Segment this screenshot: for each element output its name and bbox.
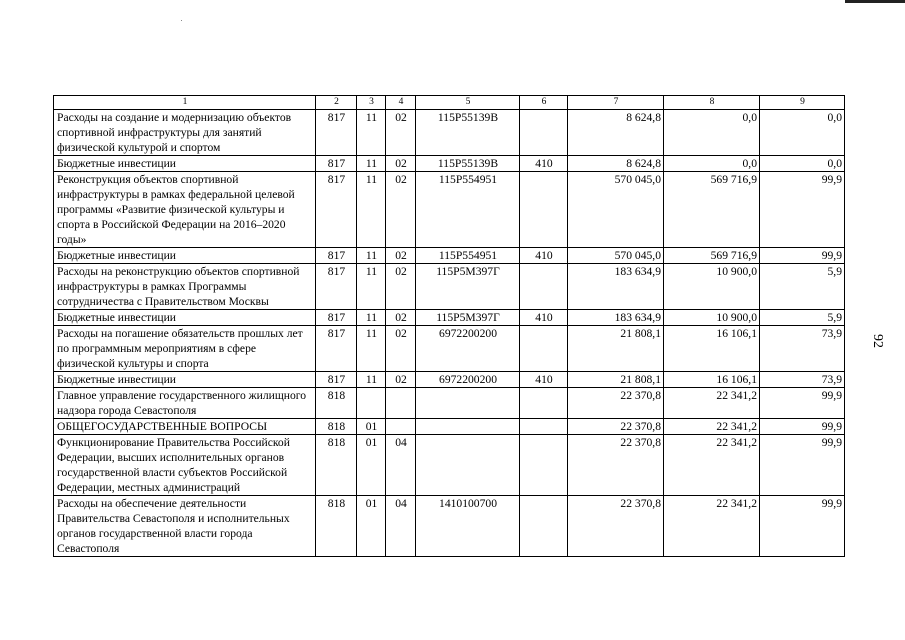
target-article-code-cell <box>416 388 520 419</box>
target-article-code-cell: 115P5M397Г <box>416 310 520 326</box>
subsection-code-cell: 04 <box>386 496 416 557</box>
table-row <box>54 326 845 372</box>
scan-dot <box>181 20 182 21</box>
row-name-cell: Расходы на погашение обязательств прошлых лет по программным мероприятиям в сфере физической культуры и спорта <box>54 326 316 372</box>
ministry-code-cell: 817 <box>316 326 357 372</box>
expense-type-code-cell <box>520 264 568 310</box>
ministry-code-cell: 818 <box>316 435 357 496</box>
row-name-cell: Расходы на реконструкцию объектов спортивной инфраструктуры в рамках Программы сотрудничества с Правительством Москвы <box>54 264 316 310</box>
column-header: 9 <box>760 96 845 110</box>
expense-type-code-cell <box>520 435 568 496</box>
row-name-cell: Расходы на создание и модернизацию объектов спортивной инфраструктуры для занятий физической культурой и спортом <box>54 110 316 156</box>
execution-percent-cell: 73,9 <box>760 326 845 372</box>
ministry-code-cell: 818 <box>316 496 357 557</box>
ministry-code-cell: 817 <box>316 172 357 248</box>
subsection-code-cell: 02 <box>386 264 416 310</box>
execution-percent-cell: 99,9 <box>760 248 845 264</box>
table-row <box>54 310 845 326</box>
approved-amount-cell: 570 045,0 <box>568 172 664 248</box>
execution-percent-cell: 73,9 <box>760 372 845 388</box>
approved-amount-cell: 21 808,1 <box>568 326 664 372</box>
execution-percent-cell: 99,9 <box>760 419 845 435</box>
table-row <box>54 419 845 435</box>
executed-amount-cell: 22 341,2 <box>664 388 760 419</box>
table-row <box>54 110 845 156</box>
row-name-cell: ОБЩЕГОСУДАРСТВЕННЫЕ ВОПРОСЫ <box>54 419 316 435</box>
target-article-code-cell: 115P554951 <box>416 172 520 248</box>
target-article-code-cell <box>416 435 520 496</box>
executed-amount-cell: 22 341,2 <box>664 435 760 496</box>
ministry-code-cell: 818 <box>316 419 357 435</box>
subsection-code-cell <box>386 419 416 435</box>
row-name-cell: Реконструкция объектов спортивной инфраструктуры в рамках федеральной целевой программы «Развитие физической культуры и спорта в Российской Федерации на 2016–2020 годы» <box>54 172 316 248</box>
subsection-code-cell: 02 <box>386 110 416 156</box>
execution-percent-cell: 0,0 <box>760 156 845 172</box>
approved-amount-cell: 22 370,8 <box>568 435 664 496</box>
expense-type-code-cell: 410 <box>520 310 568 326</box>
approved-amount-cell: 22 370,8 <box>568 496 664 557</box>
section-code-cell: 11 <box>357 248 386 264</box>
row-name-cell: Бюджетные инвестиции <box>54 372 316 388</box>
execution-percent-cell: 5,9 <box>760 264 845 310</box>
column-header: 8 <box>664 96 760 110</box>
approved-amount-cell: 8 624,8 <box>568 110 664 156</box>
table-row <box>54 172 845 248</box>
approved-amount-cell: 183 634,9 <box>568 264 664 310</box>
approved-amount-cell: 21 808,1 <box>568 372 664 388</box>
executed-amount-cell: 22 341,2 <box>664 496 760 557</box>
subsection-code-cell: 02 <box>386 372 416 388</box>
section-code-cell: 11 <box>357 326 386 372</box>
subsection-code-cell: 02 <box>386 156 416 172</box>
table-row <box>54 248 845 264</box>
ministry-code-cell: 817 <box>316 310 357 326</box>
subsection-code-cell: 02 <box>386 310 416 326</box>
column-header: 6 <box>520 96 568 110</box>
executed-amount-cell: 10 900,0 <box>664 310 760 326</box>
column-header: 2 <box>316 96 357 110</box>
column-header: 3 <box>357 96 386 110</box>
section-code-cell: 11 <box>357 156 386 172</box>
expense-type-code-cell <box>520 496 568 557</box>
executed-amount-cell: 569 716,9 <box>664 248 760 264</box>
expense-type-code-cell <box>520 172 568 248</box>
expense-type-code-cell <box>520 419 568 435</box>
ministry-code-cell: 818 <box>316 388 357 419</box>
row-name-cell: Функционирование Правительства Российской Федерации, высших исполнительных органов государственной власти субъектов Российской Федерации, местных администраций <box>54 435 316 496</box>
executed-amount-cell: 569 716,9 <box>664 172 760 248</box>
approved-amount-cell: 183 634,9 <box>568 310 664 326</box>
executed-amount-cell: 22 341,2 <box>664 419 760 435</box>
section-code-cell: 11 <box>357 310 386 326</box>
execution-percent-cell: 99,9 <box>760 388 845 419</box>
table-row <box>54 435 845 496</box>
table-body <box>54 96 845 557</box>
execution-percent-cell: 5,9 <box>760 310 845 326</box>
table-row <box>54 264 845 310</box>
target-article-code-cell: 115P554951 <box>416 248 520 264</box>
row-name-cell: Расходы на обеспечение деятельности Правительства Севастополя и исполнительных органов государственной власти города Севастополя <box>54 496 316 557</box>
target-article-code-cell <box>416 419 520 435</box>
target-article-code-cell: 115P5M397Г <box>416 264 520 310</box>
ministry-code-cell: 817 <box>316 372 357 388</box>
approved-amount-cell: 570 045,0 <box>568 248 664 264</box>
section-code-cell: 01 <box>357 496 386 557</box>
expense-type-code-cell <box>520 326 568 372</box>
executed-amount-cell: 0,0 <box>664 110 760 156</box>
subsection-code-cell: 02 <box>386 172 416 248</box>
approved-amount-cell: 8 624,8 <box>568 156 664 172</box>
ministry-code-cell: 817 <box>316 156 357 172</box>
section-code-cell: 01 <box>357 419 386 435</box>
executed-amount-cell: 10 900,0 <box>664 264 760 310</box>
target-article-code-cell: 6972200200 <box>416 326 520 372</box>
target-article-code-cell: 115P55139B <box>416 156 520 172</box>
target-article-code-cell: 6972200200 <box>416 372 520 388</box>
ministry-code-cell: 817 <box>316 248 357 264</box>
expense-type-code-cell: 410 <box>520 248 568 264</box>
approved-amount-cell: 22 370,8 <box>568 419 664 435</box>
execution-percent-cell: 99,9 <box>760 496 845 557</box>
row-name-cell: Бюджетные инвестиции <box>54 248 316 264</box>
table-row <box>54 156 845 172</box>
row-name-cell: Главное управление государственного жилищного надзора города Севастополя <box>54 388 316 419</box>
header-row <box>54 96 845 110</box>
execution-percent-cell: 0,0 <box>760 110 845 156</box>
ministry-code-cell: 817 <box>316 110 357 156</box>
target-article-code-cell: 115P55139B <box>416 110 520 156</box>
section-code-cell: 11 <box>357 264 386 310</box>
column-header: 4 <box>386 96 416 110</box>
page-number: 92 <box>870 334 885 348</box>
expense-type-code-cell <box>520 388 568 419</box>
table-row <box>54 496 845 557</box>
executed-amount-cell: 0,0 <box>664 156 760 172</box>
budget-table <box>53 95 845 557</box>
execution-percent-cell: 99,9 <box>760 172 845 248</box>
scan-edge-line <box>845 0 905 3</box>
section-code-cell <box>357 388 386 419</box>
subsection-code-cell: 02 <box>386 326 416 372</box>
section-code-cell: 11 <box>357 372 386 388</box>
expense-type-code-cell <box>520 110 568 156</box>
executed-amount-cell: 16 106,1 <box>664 372 760 388</box>
approved-amount-cell: 22 370,8 <box>568 388 664 419</box>
table-row <box>54 372 845 388</box>
column-header: 1 <box>54 96 316 110</box>
section-code-cell: 01 <box>357 435 386 496</box>
execution-percent-cell: 99,9 <box>760 435 845 496</box>
row-name-cell: Бюджетные инвестиции <box>54 156 316 172</box>
column-header: 7 <box>568 96 664 110</box>
table-row <box>54 388 845 419</box>
subsection-code-cell <box>386 388 416 419</box>
section-code-cell: 11 <box>357 172 386 248</box>
subsection-code-cell: 02 <box>386 248 416 264</box>
section-code-cell: 11 <box>357 110 386 156</box>
column-header: 5 <box>416 96 520 110</box>
ministry-code-cell: 817 <box>316 264 357 310</box>
executed-amount-cell: 16 106,1 <box>664 326 760 372</box>
expense-type-code-cell: 410 <box>520 156 568 172</box>
subsection-code-cell: 04 <box>386 435 416 496</box>
target-article-code-cell: 1410100700 <box>416 496 520 557</box>
expense-type-code-cell: 410 <box>520 372 568 388</box>
row-name-cell: Бюджетные инвестиции <box>54 310 316 326</box>
